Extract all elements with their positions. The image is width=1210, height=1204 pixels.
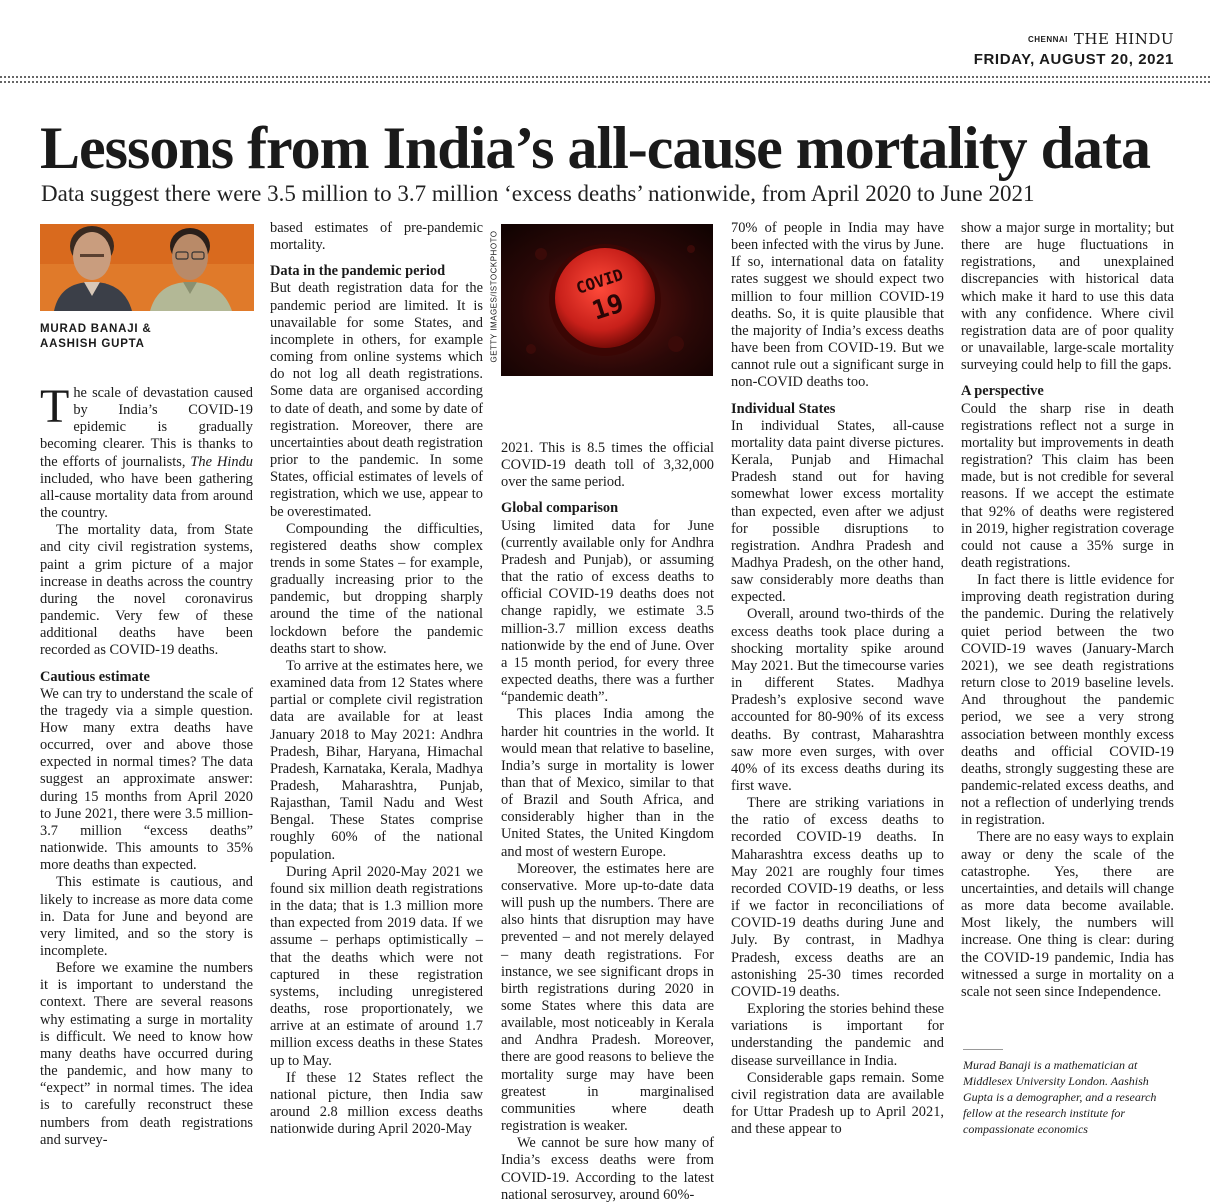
paragraph: Exploring the stories behind these variations is important for understanding the pandemic and disease surveillance in India. bbox=[731, 1001, 944, 1069]
paragraph: based estimates of pre-pandemic mortality. bbox=[270, 220, 483, 254]
paragraph: Considerable gaps remain. Some civil registration data are available for Uttar Pradesh up to April 2021, and these appear to bbox=[731, 1069, 944, 1138]
column-5 bbox=[961, 220, 1174, 1001]
intro-paragraph: The scale of devastation caused by India’s COVID-19 epidemic is gradually becoming clearer. This is thanks to the efforts of journalists, The Hindu included, who have been gathering all-cause mortality data from around the country. bbox=[40, 380, 253, 522]
drop-cap: T bbox=[40, 380, 70, 433]
paragraph: There are striking variations in the ratio of excess deaths to recorded COVID-19 deaths. In Maharashtra excess deaths up to May 2021 are roughly four times recorded COVID-19 deaths, or less if we factor in reconciliations of COVID-19 deaths during June and July. By contrast, in Madhya Pradesh, excess deaths are an astonishing 25-30 times recorded COVID-19 deaths. bbox=[731, 795, 944, 1000]
paragraph: We cannot be sure how many of India’s excess deaths were from COVID-19. According to the latest national serosurvey, around 60%- bbox=[501, 1135, 714, 1203]
subheading-global-comparison: Global comparison bbox=[501, 500, 619, 517]
paragraph: This estimate is cautious, and likely to increase as more data come in. Data for June and beyond are very limited, and so the story is incomplete. bbox=[40, 874, 253, 959]
subheading-cautious-estimate: Cautious estimate bbox=[40, 668, 150, 685]
byline bbox=[40, 322, 152, 352]
paragraph: Could the sharp rise in death registrations reflect not a surge in mortality but improvements in death registration? This claim has been made, but is not credible for several reasons. If we accept the estimate that 92% of deaths were registered in 2019, higher registration coverage could not cause a 35% surge in death registrations. bbox=[961, 400, 1174, 571]
column-3 bbox=[501, 440, 714, 1204]
paragraph: Before we examine the numbers it is important to understand the context. There are several reasons why estimating a surge in mortality is difficult. We need to know how many deaths have occurred during the pandemic, and how many to “expect” in normal times. The idea is to carefully reconstruct these numbers from death registrations and survey- bbox=[40, 960, 253, 1148]
author-bio: Murad Banaji is a mathematician at Middlesex University London. Aashish Gupta is a demographer, and a research fellow at the research institute for compassionate economics bbox=[963, 1058, 1157, 1136]
subheading-individual-states: Individual States bbox=[731, 400, 836, 417]
subheading-data-pandemic-period: Data in the pandemic period bbox=[270, 263, 446, 280]
paragraph: During April 2020-May 2021 we found six million death registrations in the data; that is 1.3 million more than expected from 2019 data. If we assume – perhaps optimistically – that the deaths which were not captured in these registration systems, including unregistered deaths, rose proportionately, we arrive at an estimate of around 1.7 million excess deaths in these States up to May. bbox=[270, 863, 483, 1069]
column-4 bbox=[731, 220, 944, 1138]
paragraph: This places India among the harder hit countries in the world. It would mean that relative to baseline, India’s surge in mortality is lower than that of Mexico, similar to that of Brazil and South Africa, and considerably higher than in the United States, the United Kingdom and most of western Europe. bbox=[501, 706, 714, 860]
top-rule-2 bbox=[0, 81, 1210, 83]
byline-author-1: MURAD BANAJI & bbox=[40, 323, 152, 335]
paragraph: The mortality data, from State and city civil registration systems, paint a grim picture of a major increase in deaths across the country during the novel coronavirus pandemic. Very few of these additional deaths have been recorded as COVID-19 deaths. bbox=[40, 522, 253, 659]
column-1 bbox=[40, 380, 253, 1149]
paragraph: In fact there is little evidence for improving death registration during the pandemic. During the relatively quiet period between the two COVID-19 waves (January-March 2021), we see death registrations return close to 2019 baseline levels. And throughout the pandemic period, we see a very strong association between monthly excess deaths and official COVID-19 deaths, strongly suggesting these are pandemic-related excess deaths, and not a reflection of underlying trends in registration. bbox=[961, 572, 1174, 829]
masthead bbox=[974, 30, 1174, 68]
masthead-paper-name: THE HINDU bbox=[1073, 30, 1174, 48]
author-photos bbox=[40, 224, 254, 311]
headline: Lessons from India’s all-cause mortality data bbox=[40, 115, 1150, 181]
badge-text-19: 19 bbox=[588, 288, 628, 327]
column-2 bbox=[270, 220, 483, 1138]
paragraph: To arrive at the estimates here, we examined data from 12 States where partial or complete civil registration data are available for at least January 2018 to May 2021: Andhra Pradesh, Bihar, Haryana, Himachal Pradesh, Karnataka, Kerala, Madhya Pradesh, Maharashtra, Punjab, Rajasthan, Tamil Nadu and West Bengal. These States comprise roughly 60% of the national population. bbox=[270, 657, 483, 863]
paragraph: We can try to understand the scale of the tragedy via a simple question. How many extra deaths have occurred, over and above those expected in normal times? The data suggest an approximate answer: during 15 months from April 2020 to June 2021, there were 3.5 million-3.7 million “excess deaths” nationwide. This amounts to 35% more deaths than expected. bbox=[40, 685, 253, 874]
paragraph: Moreover, the estimates here are conservative. More up-to-date data will push up the numbers. There are also hints that disruption may have prevented – and not merely delayed – many death registrations. For instance, we see significant drops in birth registrations during 2020 in some States where this data are available, most noticeably in Kerala and Andhra Pradesh. Moreover, there are good reasons to believe the mortality surge may have been greatest in marginalised communities where death registration is weaker. bbox=[501, 860, 714, 1135]
paragraph: There are no easy ways to explain away or deny the scale of the catastrophe. Yes, there are uncertainties, and details will change as more data become available. Most likely, the numbers will increase. One thing is clear: during the COVID-19 pandemic, India has witnessed a surge in mortality on a scale not seen since Independence. bbox=[961, 829, 1174, 1000]
photo-credit: GETTY IMAGES/ISTOCKPHOTO bbox=[489, 230, 499, 363]
paragraph: But death registration data for the pandemic period are limited. It is unavailable for some States, and incomplete in others, for example coming from online systems which do not log all death registrations. Some data are organised according to date of death, and some by date of registration. Moreover, there are uncertainties about death registration prior to the pandemic. In some States, official estimates of levels of registration, which we use, appear to be overestimated. bbox=[270, 280, 483, 520]
bio-divider bbox=[963, 1049, 1003, 1050]
masthead-date: FRIDAY, AUGUST 20, 2021 bbox=[973, 51, 1174, 68]
paragraph: In individual States, all-cause mortality data paint diverse pictures. Kerala, Punjab and Himachal Pradesh stand out for having somewhat lower excess mortality than expected, even after we adjust for possible disruptions to registration. Andhra Pradesh and Madhya Pradesh, on the other hand, saw considerably more deaths than expected. bbox=[731, 417, 944, 606]
paragraph: show a major surge in mortality; but there are huge fluctuations in registrations, and unexplained discrepancies with historical data which make it hard to use this data with any confidence. Where civil registration data are of poor quality or unavailable, large-scale mortality surveying could help to fill the gaps. bbox=[961, 220, 1174, 374]
paragraph: 70% of people in India may have been infected with the virus by June. If so, international data on fatality rates suggest we should expect two million to four million COVID-19 deaths. So, it is quite plausible that the majority of India’s excess deaths have been from COVID-19. But we cannot rule out a significant surge in non-COVID deaths too. bbox=[731, 220, 944, 391]
paragraph: Overall, around two-thirds of the excess deaths took place during a shocking mortality spike around May 2021. But the timecourse varies in different States. Madhya Pradesh’s explosive second wave accounted for 80-90% of its excess deaths. By contrast, Maharashtra saw more even surges, with over 40% of its excess deaths during its first wave. bbox=[731, 606, 944, 794]
subheading-a-perspective: A perspective bbox=[961, 383, 1044, 400]
masthead-city: CHENNAI bbox=[1027, 35, 1068, 44]
badge-text-covid: COVID bbox=[573, 264, 626, 298]
paragraph: Compounding the difficulties, registered deaths show complex trends in some States – for example, gradually increasing prior to the pandemic, but dropping sharply around the time of the national lockdown before the pandemic deaths start to show. bbox=[270, 520, 483, 657]
paragraph: If these 12 States reflect the national picture, then India saw around 2.8 million excess deaths nationwide during April 2020-May bbox=[270, 1069, 483, 1138]
paragraph: Using limited data for June (currently available only for Andhra Pradesh and Punjab), or assuming that the ratio of excess deaths to official COVID-19 deaths does not change rapidly, we estimate 3.5 million-3.7 million excess deaths nationwide by the end of June. Over a 15 month period, for every three expected deaths, there was a further “pandemic death”. bbox=[501, 517, 714, 706]
covid-19-image bbox=[501, 224, 713, 376]
byline-author-2: AASHISH GUPTA bbox=[40, 338, 145, 350]
top-rule bbox=[0, 76, 1210, 78]
subheadline: Data suggest there were 3.5 million to 3.7 million ‘excess deaths’ nationwide, from April 2020 to June 2021 bbox=[41, 181, 1035, 206]
paragraph: 2021. This is 8.5 times the official COVID-19 death toll of 3,32,000 over the same period. bbox=[501, 440, 714, 491]
